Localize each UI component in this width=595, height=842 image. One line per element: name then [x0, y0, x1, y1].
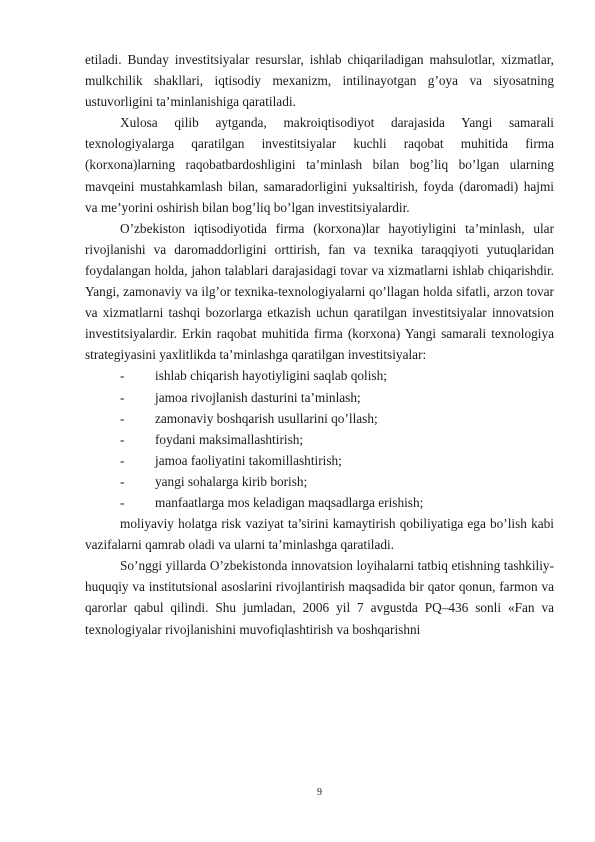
list-item [85, 408, 554, 429]
list-marker: - [120, 410, 125, 426]
list-item-text: zamonaviy boshqarish usullarini qo’llash; [155, 410, 378, 426]
list-item [85, 471, 554, 492]
list-marker: - [120, 389, 125, 405]
list-item-text: jamoa rivojlanish dasturini ta’minlash; [155, 389, 361, 405]
list-marker: - [120, 452, 125, 468]
paragraph-4: moliyaviy holatga risk vaziyat ta’sirini kamaytirish qobiliyatiga ega bo’lish kabi vazifalarni qamrab oladi va ularni ta’minlashga qaratiladi. [85, 516, 554, 553]
list-item [85, 365, 554, 386]
list-item [85, 429, 554, 450]
paragraph-1: etiladi. Bunday investitsiyalar resurslar, ishlab chiqariladigan mahsulotlar, xizmatlar, mulkchilik shakllari, iqtisodiy mexanizm, intilinayotgan g’oya va siyosatning ustuvorligini ta’minlanishiga qaratiladi. [85, 52, 554, 110]
list-item-text: manfaatlarga mos keladigan maqsadlarga erishish; [155, 494, 424, 510]
list-item-text: ishlab chiqarish hayotiyligini saqlab qolish; [155, 368, 387, 384]
list-marker: - [120, 473, 125, 489]
paragraph-3: O’zbekiston iqtisodiyotida firma (korxona)lar hayotiyligini ta’minlash, ular rivojlanishi va daromaddorligini orttirish, fan va texnika taraqqiyoti yutuqlaridan foydalangan holda, jahon talablari darajasidagi tovar va xizmatlarni ishlab chiqarishdir. Yangi, zamonaviy va ilg’or texnika-texnologiyalarni qo’llagan holda sifatli, arzon tovar va xizmatlarni tashqi bozorlarga etkazish uchun qaratilgan investitsiyalar innovatsion investitsiyalardir. Erkin raqobat muhitida firma (korxona) Yangi samarali texnologiya strategiyasini yaxlitlikda ta’minlashga qaratilgan investitsiyalar: [85, 220, 554, 363]
bullet-list [85, 365, 554, 513]
list-marker: - [120, 368, 125, 384]
paragraph-5: So’nggi yillarda O’zbekistonda innovatsion loyihalarni tatbiq etishning tashkiliy-huquqiy va institutsional asoslarini rivojlantirish maqsadida bir qator qonun, farmon va qarorlar qabul qilindi. Shu jumladan, 2006 yil 7 avgustda PQ–436 sonli «Fan va texnologiyalar rivojlanishini muvofiqlashtirish va boshqarishni [85, 558, 554, 637]
list-item-text: foydani maksimallashtirish; [155, 431, 304, 447]
list-item [85, 450, 554, 471]
page-number: 9 [317, 787, 322, 798]
list-marker: - [120, 494, 125, 510]
paragraph-2: Xulosa qilib aytganda, makroiqtisodiyot darajasida Yangi samarali texnologiyalarga qaratilgan investitsiyalar kuchli raqobat muhitida firma (korxona)larning raqobatbardoshligini ta’minlash bilan bog’liq bo’lgan ularning mavqeini mustahkamlash bilan, samaradorligini yuksaltirish, foyda (daromadi) hajmi va me’yorini oshirish bilan bog’liq bo’lgan investitsiyalardir. [85, 115, 554, 215]
list-item-text: yangi sohalarga kirib borish; [155, 473, 308, 489]
list-item [85, 387, 554, 408]
list-item [85, 492, 554, 513]
list-item-text: jamoa faoliyatini takomillashtirish; [155, 452, 342, 468]
body-text [85, 49, 554, 640]
list-marker: - [120, 431, 125, 447]
